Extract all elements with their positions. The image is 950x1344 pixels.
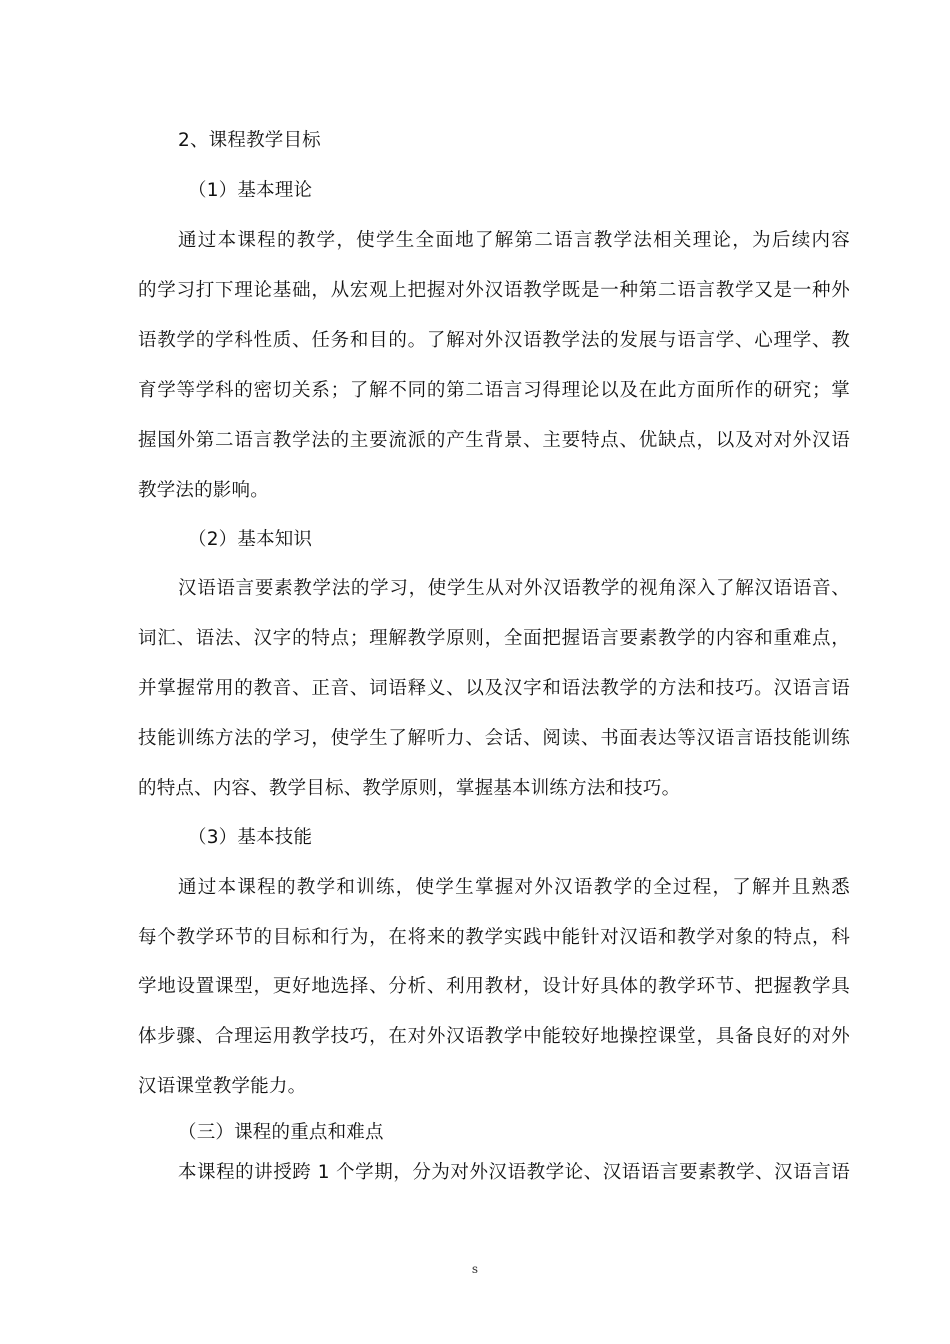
paragraph-line: 教学法的影响。 [138,480,269,501]
section-heading: 2、课程教学目标 [178,130,321,151]
page-footer: s [471,1262,479,1276]
section3-heading: （三）课程的重点和难点 [178,1122,384,1143]
paragraph-line: 通过本课程的教学，使学生全面地了解第二语言教学法相关理论，为后续内容 [178,230,850,251]
paragraph-line: 体步骤、合理运用教学技巧，在对外汉语教学中能较好地操控课堂，具备良好的对外 [138,1026,850,1047]
part1-heading: （1）基本理论 [188,180,313,201]
paragraph-line: 汉语课堂教学能力。 [138,1076,307,1097]
paragraph-line: 语教学的学科性质、任务和目的。了解对外汉语教学法的发展与语言学、心理学、教 [138,330,850,351]
paragraph-line: 本课程的讲授跨 1 个学期，分为对外汉语教学论、汉语语言要素教学、汉语言语 [178,1162,850,1183]
paragraph-line: 通过本课程的教学和训练，使学生掌握对外汉语教学的全过程，了解并且熟悉 [178,877,850,898]
paragraph-line: 每个教学环节的目标和行为，在将来的教学实践中能针对汉语和教学对象的特点，科 [138,927,850,948]
paragraph-line: 并掌握常用的教音、正音、词语释义、以及汉字和语法教学的方法和技巧。汉语言语 [138,678,850,699]
part3-heading: （3）基本技能 [188,827,313,848]
paragraph-line: 的特点、内容、教学目标、教学原则，掌握基本训练方法和技巧。 [138,778,681,799]
paragraph-line: 词汇、语法、汉字的特点；理解教学原则，全面把握语言要素教学的内容和重难点， [138,628,850,649]
part2-heading: （2）基本知识 [188,529,313,550]
paragraph-line: 技能训练方法的学习，使学生了解听力、会话、阅读、书面表达等汉语言语技能训练 [138,728,850,749]
paragraph-line: 学地设置课型，更好地选择、分析、利用教材，设计好具体的教学环节、把握教学具 [138,976,850,997]
paragraph-line: 的学习打下理论基础，从宏观上把握对外汉语教学既是一种第二语言教学又是一种外 [138,280,850,301]
paragraph-line: 握国外第二语言教学法的主要流派的产生背景、主要特点、优缺点，以及对对外汉语 [138,430,850,451]
paragraph-line: 汉语语言要素教学法的学习，使学生从对外汉语教学的视角深入了解汉语语音、 [178,578,850,599]
paragraph-line: 育学等学科的密切关系；了解不同的第二语言习得理论以及在此方面所作的研究；掌 [138,380,850,401]
